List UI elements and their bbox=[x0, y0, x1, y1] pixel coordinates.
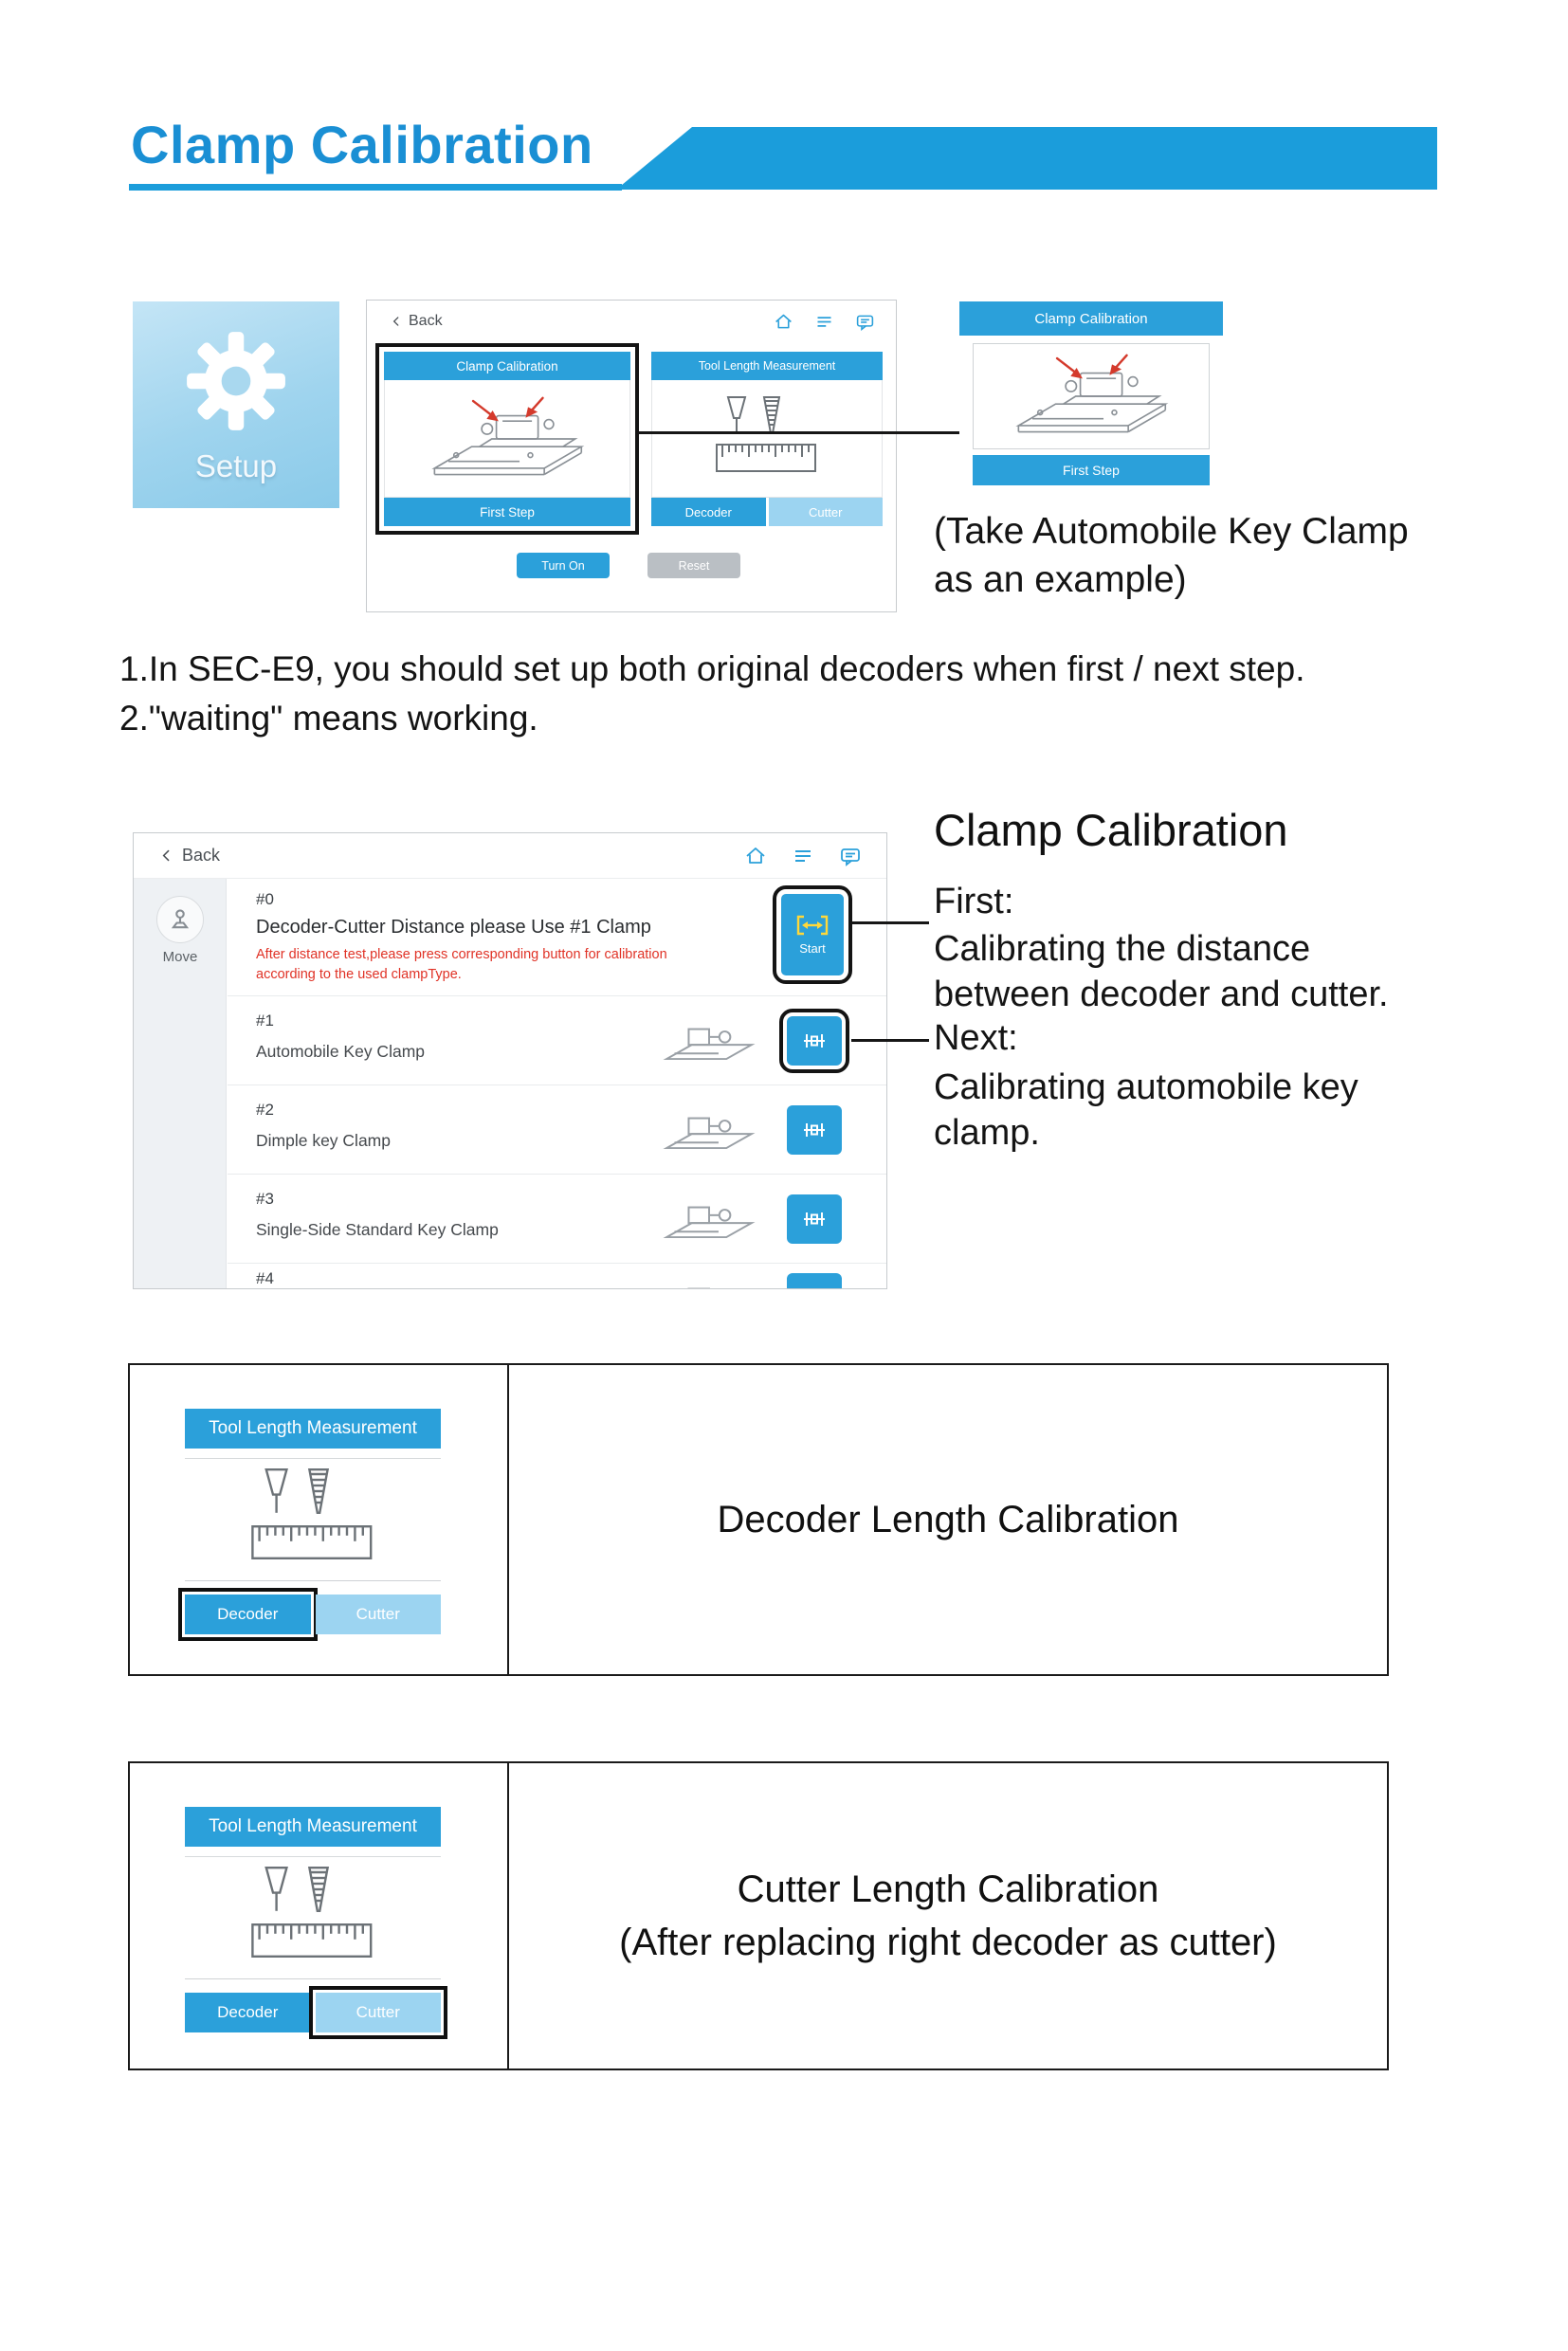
cutter-button[interactable]: Cutter bbox=[316, 1993, 442, 2032]
back-label: Back bbox=[409, 313, 443, 329]
clamp-icon bbox=[801, 1206, 828, 1232]
probes-ruler-drawing bbox=[687, 392, 847, 486]
tool-length-screen bbox=[185, 1807, 441, 2032]
probes-ruler-illustration bbox=[651, 380, 883, 498]
clamp-calibration-panel bbox=[384, 352, 630, 526]
callout-line bbox=[638, 431, 959, 434]
warning-text: according to the used clampType. bbox=[256, 967, 462, 982]
figure-screenshot-cell bbox=[130, 1763, 509, 2069]
notes bbox=[119, 645, 1304, 743]
row-title: Single-Side Standard Key Clamp bbox=[256, 1220, 499, 1239]
figure-caption bbox=[934, 507, 1409, 604]
panel-title: Tool Length Measurement bbox=[651, 352, 883, 380]
menu-icon[interactable] bbox=[814, 312, 834, 332]
callout-line-next bbox=[851, 1039, 929, 1042]
top-bar-icons bbox=[774, 312, 875, 332]
distance-measure-icon bbox=[794, 914, 830, 937]
menu-icon[interactable] bbox=[792, 845, 814, 867]
reset-button[interactable]: Reset bbox=[647, 553, 740, 578]
panel-title: Clamp Calibration bbox=[384, 352, 630, 380]
annotation-first-label: First: bbox=[934, 882, 1014, 921]
probes-ruler-drawing bbox=[210, 1861, 416, 1975]
divider bbox=[185, 1580, 441, 1581]
clamp-machine-illustration bbox=[973, 343, 1210, 449]
clamp-icon bbox=[801, 1028, 828, 1054]
warning-text: After distance test,please press corresponding button for calibration bbox=[256, 947, 667, 962]
back-button[interactable] bbox=[390, 313, 443, 330]
screen-title: Tool Length Measurement bbox=[185, 1807, 441, 1847]
row-id: #4 bbox=[256, 1269, 274, 1287]
calibrate-clamp-button[interactable] bbox=[787, 1016, 842, 1066]
setup-screen bbox=[366, 300, 897, 612]
row-title: Automobile Key Clamp bbox=[256, 1042, 425, 1061]
tool-length-screen bbox=[185, 1409, 441, 1634]
annotation-text: Calibrating the distance bbox=[934, 929, 1311, 969]
move-label: Move bbox=[162, 949, 198, 965]
annotation-text: Calibrating automobile key bbox=[934, 1067, 1358, 1107]
back-label: Back bbox=[182, 846, 221, 865]
screen-title: Tool Length Measurement bbox=[185, 1409, 441, 1449]
move-button[interactable] bbox=[156, 896, 204, 943]
panel-title: Clamp Calibration bbox=[959, 301, 1223, 336]
list-item-distance bbox=[228, 879, 886, 996]
list-item-single-side-clamp bbox=[228, 1175, 886, 1264]
figure-screenshot-cell bbox=[130, 1365, 509, 1674]
cutter-calibration-figure bbox=[128, 1761, 1389, 2070]
figure-caption: Cutter Length Calibration bbox=[737, 1868, 1159, 1910]
list-item-dimple-clamp bbox=[228, 1085, 886, 1175]
clamp-illustration bbox=[656, 1103, 762, 1157]
decoder-button[interactable]: Decoder bbox=[651, 498, 766, 526]
row-id: #3 bbox=[256, 1190, 274, 1208]
list-item-automobile-clamp bbox=[228, 996, 886, 1085]
decoder-button[interactable]: Decoder bbox=[185, 1595, 311, 1634]
first-step-button[interactable]: First Step bbox=[384, 498, 630, 526]
chevron-left-icon bbox=[390, 315, 403, 328]
list-item-4 bbox=[228, 1264, 886, 1289]
caption-line: as an example) bbox=[934, 559, 1187, 600]
clamp-illustration bbox=[656, 1013, 762, 1068]
back-button[interactable] bbox=[158, 846, 220, 866]
annotation-title: Clamp Calibration bbox=[934, 805, 1288, 855]
annotation-text: clamp. bbox=[934, 1113, 1040, 1153]
clamp-machine-illustration bbox=[384, 380, 630, 498]
home-icon[interactable] bbox=[774, 312, 793, 332]
annotation-text: between decoder and cutter. bbox=[934, 975, 1389, 1014]
note-line: 1.In SEC-E9, you should set up both original decoders when first / next step. bbox=[119, 649, 1305, 688]
row-title: Dimple key Clamp bbox=[256, 1131, 391, 1150]
cutter-button[interactable]: Cutter bbox=[316, 1595, 442, 1634]
machine-drawing bbox=[991, 346, 1192, 447]
page-title: Clamp Calibration bbox=[131, 115, 593, 174]
sidebar bbox=[134, 879, 227, 1288]
figure-caption-cell bbox=[509, 1763, 1387, 2069]
joystick-icon bbox=[167, 906, 193, 933]
caption-line: (Take Automobile Key Clamp bbox=[934, 511, 1409, 552]
top-bar bbox=[134, 833, 886, 879]
calibrate-clamp-button[interactable] bbox=[787, 1194, 842, 1244]
chat-icon[interactable] bbox=[855, 312, 875, 332]
chat-icon[interactable] bbox=[839, 845, 862, 867]
start-label: Start bbox=[799, 941, 826, 956]
figure-caption: (After replacing right decoder as cutter) bbox=[619, 1922, 1277, 1963]
cutter-button[interactable]: Cutter bbox=[769, 498, 884, 526]
title-banner bbox=[616, 127, 1437, 190]
row-id: #2 bbox=[256, 1101, 274, 1119]
probes-ruler-illustration bbox=[185, 1857, 441, 1978]
tool-panel-buttons bbox=[651, 498, 883, 526]
clamp-icon bbox=[801, 1117, 828, 1143]
turn-on-button[interactable]: Turn On bbox=[517, 553, 610, 578]
probes-ruler-illustration bbox=[185, 1459, 441, 1580]
row-id: #1 bbox=[256, 1011, 274, 1030]
clamp-illustration bbox=[656, 1192, 762, 1247]
chevron-left-icon bbox=[158, 847, 174, 864]
title-underline bbox=[129, 184, 622, 191]
top-bar bbox=[367, 301, 896, 344]
first-step-button[interactable]: First Step bbox=[973, 455, 1210, 485]
probes-ruler-drawing bbox=[210, 1463, 416, 1576]
calibrate-clamp-button[interactable] bbox=[787, 1105, 842, 1155]
tool-panel-buttons bbox=[185, 1993, 441, 2032]
tool-length-panel bbox=[651, 352, 883, 526]
clamp-calibration-crop bbox=[959, 301, 1223, 485]
figure-caption-cell bbox=[509, 1365, 1387, 1674]
clamp-illustration bbox=[656, 1273, 762, 1289]
divider bbox=[185, 1978, 441, 1979]
start-button[interactable] bbox=[781, 894, 844, 975]
clamp-calibration-screen bbox=[133, 832, 887, 1289]
figure-caption: Decoder Length Calibration bbox=[717, 1499, 1179, 1540]
setup-tile[interactable] bbox=[133, 301, 339, 508]
top-bar-icons bbox=[744, 845, 862, 867]
decoder-calibration-figure bbox=[128, 1363, 1389, 1676]
callout-line-first bbox=[851, 921, 929, 924]
clamp-icon bbox=[801, 1285, 828, 1289]
tool-panel-buttons bbox=[185, 1595, 441, 1634]
decoder-button[interactable]: Decoder bbox=[185, 1993, 311, 2032]
calibrate-clamp-button[interactable] bbox=[787, 1273, 842, 1289]
row-title: Decoder-Cutter Distance please Use #1 Clamp bbox=[256, 917, 651, 938]
gear-icon bbox=[180, 325, 292, 437]
machine-drawing bbox=[407, 389, 608, 489]
note-line: 2."waiting" means working. bbox=[119, 699, 538, 738]
home-icon[interactable] bbox=[744, 845, 767, 867]
setup-tile-label: Setup bbox=[194, 448, 278, 483]
annotation-next-label: Next: bbox=[934, 1018, 1018, 1058]
row-id: #0 bbox=[256, 890, 274, 908]
